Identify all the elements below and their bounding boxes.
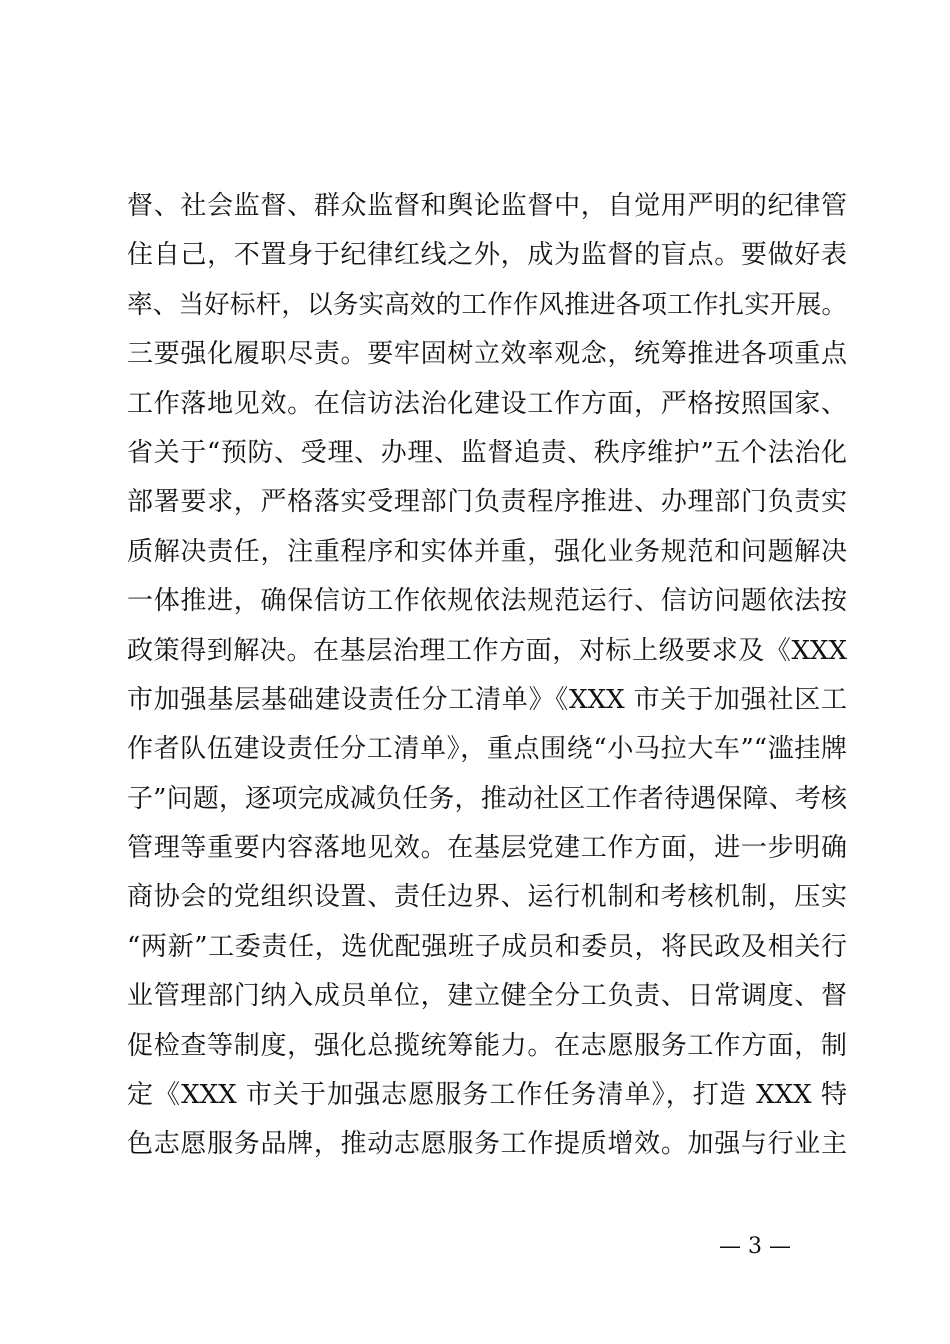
text-line: 政策得到解决。在基层治理工作方面，对标上级要求及《XXX — [127, 635, 847, 666]
text-line: 定《XXX 市关于加强志愿服务工作任务清单》，打造 XXX 特 — [127, 1080, 847, 1111]
text-line: 督、社会监督、群众监督和舆论监督中，自觉用严明的纪律管 — [127, 191, 847, 221]
text-line: 工作落地见效。在信访法治化建设工作方面，严格按照国家、 — [127, 388, 847, 419]
page-number: — 3 — — [719, 1234, 791, 1259]
text-line: 色志愿服务品牌，推动志愿服务工作提质增效。加强与行业主 — [127, 1129, 847, 1160]
text-line: 一体推进，确保信访工作依规依法规范运行、信访问题依法按 — [127, 586, 847, 617]
text-line: “两新”工委责任，选优配强班子成员和委员，将民政及相关行 — [127, 931, 847, 962]
text-line: 市加强基层基础建设责任分工清单》《XXX 市关于加强社区工 — [127, 684, 847, 715]
text-line: 三要强化履职尽责。要牢固树立效率观念，统筹推进各项重点 — [127, 339, 847, 370]
text-line: 促检查等制度，强化总揽统筹能力。在志愿服务工作方面，制 — [127, 1030, 847, 1061]
body-text — [127, 182, 847, 1170]
text-line: 住自己，不置身于纪律红线之外，成为监督的盲点。要做好表 — [127, 240, 847, 271]
text-line: 省关于“预防、受理、办理、监督追责、秩序维护”五个法治化 — [127, 437, 847, 468]
text-line: 作者队伍建设责任分工清单》，重点围绕“小马拉大车”“滥挂牌 — [127, 734, 847, 765]
text-line: 子”问题，逐项完成减负任务，推动社区工作者待遇保障、考核 — [127, 783, 847, 814]
text-line: 管理等重要内容落地见效。在基层党建工作方面，进一步明确 — [127, 833, 847, 864]
text-line: 部署要求，严格落实受理部门负责程序推进、办理部门负责实 — [127, 487, 847, 518]
text-line: 业管理部门纳入成员单位，建立健全分工负责、日常调度、督 — [127, 981, 847, 1012]
text-line: 率、当好标杆，以务实高效的工作作风推进各项工作扎实开展。 — [127, 289, 847, 320]
text-line: 质解决责任，注重程序和实体并重，强化业务规范和问题解决 — [127, 536, 847, 567]
text-line: 商协会的党组织设置、责任边界、运行机制和考核机制，压实 — [127, 882, 847, 913]
